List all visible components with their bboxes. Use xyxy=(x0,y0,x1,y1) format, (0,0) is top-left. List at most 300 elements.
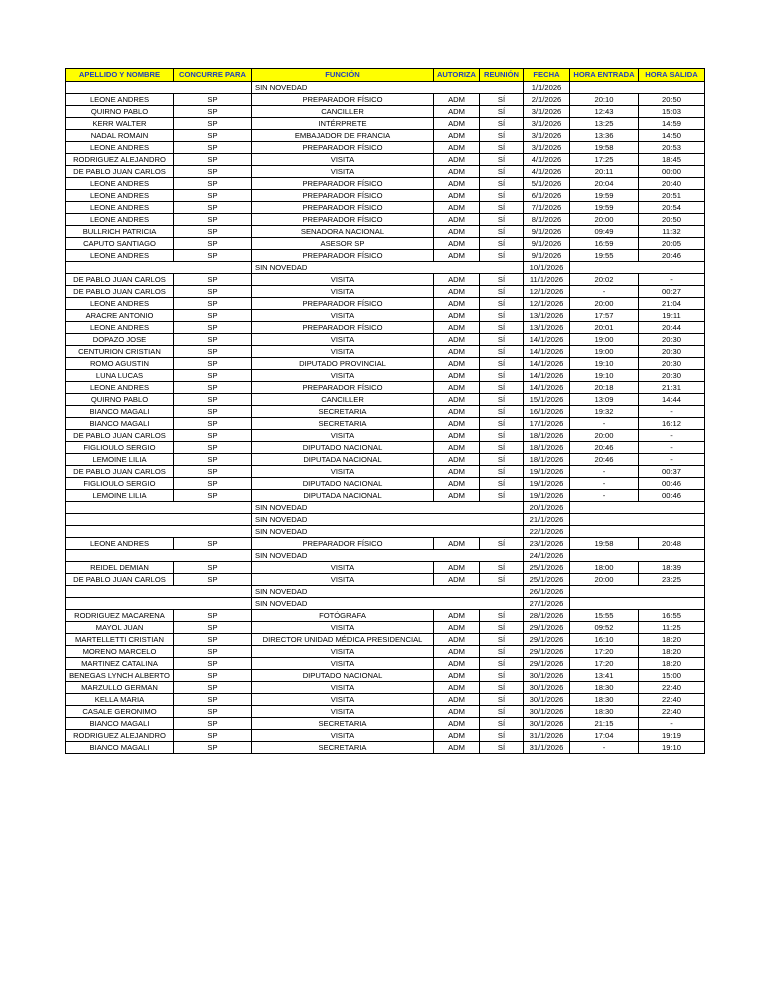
hora-entrada-cell: - xyxy=(570,466,639,478)
funcion-cell: VISITA xyxy=(252,286,434,298)
fecha-cell: 14/1/2026 xyxy=(524,358,570,370)
hora-entrada-cell: 20:02 xyxy=(570,274,639,286)
concurre-para-cell: SP xyxy=(174,358,252,370)
apellido-nombre-cell: DE PABLO JUAN CARLOS xyxy=(66,166,174,178)
concurre-para-cell: SP xyxy=(174,430,252,442)
sin-novedad-label: SIN NOVEDAD xyxy=(252,502,524,514)
autoriza-cell: ADM xyxy=(434,346,480,358)
autoriza-cell: ADM xyxy=(434,682,480,694)
hora-entrada-cell: 17:04 xyxy=(570,730,639,742)
fecha-cell: 29/1/2026 xyxy=(524,658,570,670)
reunion-cell: SÍ xyxy=(480,322,524,334)
concurre-para-cell: SP xyxy=(174,478,252,490)
table-row xyxy=(66,718,705,730)
funcion-cell: DIRECTOR UNIDAD MÉDICA PRESIDENCIAL xyxy=(252,634,434,646)
fecha-cell: 18/1/2026 xyxy=(524,454,570,466)
sin-novedad-row xyxy=(66,586,705,598)
fecha-cell: 9/1/2026 xyxy=(524,250,570,262)
fecha-cell: 30/1/2026 xyxy=(524,706,570,718)
header-funcion: FUNCIÓN xyxy=(252,69,434,82)
empty-cell xyxy=(570,526,705,538)
hora-entrada-cell: 20:00 xyxy=(570,430,639,442)
funcion-cell: ASESOR SP xyxy=(252,238,434,250)
concurre-para-cell: SP xyxy=(174,286,252,298)
table-row xyxy=(66,682,705,694)
table-row xyxy=(66,694,705,706)
funcion-cell: VISITA xyxy=(252,334,434,346)
hora-salida-cell: 20:50 xyxy=(639,94,705,106)
fecha-cell: 31/1/2026 xyxy=(524,730,570,742)
table-row xyxy=(66,574,705,586)
autoriza-cell: ADM xyxy=(434,562,480,574)
fecha-cell: 13/1/2026 xyxy=(524,310,570,322)
hora-salida-cell: - xyxy=(639,430,705,442)
fecha-cell: 19/1/2026 xyxy=(524,466,570,478)
concurre-para-cell: SP xyxy=(174,538,252,550)
sin-novedad-label: SIN NOVEDAD xyxy=(252,586,524,598)
autoriza-cell: ADM xyxy=(434,250,480,262)
table-row xyxy=(66,202,705,214)
hora-salida-cell: 18:20 xyxy=(639,646,705,658)
fecha-cell: 29/1/2026 xyxy=(524,634,570,646)
hora-entrada-cell: 19:59 xyxy=(570,202,639,214)
table-row xyxy=(66,742,705,754)
fecha-cell: 25/1/2026 xyxy=(524,562,570,574)
fecha-cell: 12/1/2026 xyxy=(524,286,570,298)
funcion-cell: PREPARADOR FÍSICO xyxy=(252,190,434,202)
header-hora-entrada: HORA ENTRADA xyxy=(570,69,639,82)
autoriza-cell: ADM xyxy=(434,718,480,730)
concurre-para-cell: SP xyxy=(174,454,252,466)
hora-entrada-cell: 20:10 xyxy=(570,94,639,106)
hora-salida-cell: 20:30 xyxy=(639,358,705,370)
concurre-para-cell: SP xyxy=(174,154,252,166)
autoriza-cell: ADM xyxy=(434,334,480,346)
apellido-nombre-cell: LUNA LUCAS xyxy=(66,370,174,382)
autoriza-cell: ADM xyxy=(434,442,480,454)
fecha-cell: 28/1/2026 xyxy=(524,610,570,622)
fecha-cell: 30/1/2026 xyxy=(524,670,570,682)
autoriza-cell: ADM xyxy=(434,322,480,334)
sin-novedad-row xyxy=(66,502,705,514)
apellido-nombre-cell: DE PABLO JUAN CARLOS xyxy=(66,430,174,442)
hora-salida-cell: 20:50 xyxy=(639,214,705,226)
hora-entrada-cell: 12:43 xyxy=(570,106,639,118)
reunion-cell: SÍ xyxy=(480,538,524,550)
funcion-cell: VISITA xyxy=(252,154,434,166)
fecha-cell: 21/1/2026 xyxy=(524,514,570,526)
hora-salida-cell: 00:46 xyxy=(639,490,705,502)
fecha-cell: 31/1/2026 xyxy=(524,742,570,754)
hora-entrada-cell: 18:30 xyxy=(570,694,639,706)
fecha-cell: 14/1/2026 xyxy=(524,334,570,346)
table-row xyxy=(66,634,705,646)
empty-cell xyxy=(66,502,252,514)
reunion-cell: SÍ xyxy=(480,346,524,358)
funcion-cell: VISITA xyxy=(252,370,434,382)
concurre-para-cell: SP xyxy=(174,574,252,586)
table-row xyxy=(66,298,705,310)
hora-salida-cell: 20:51 xyxy=(639,190,705,202)
sin-novedad-label: SIN NOVEDAD xyxy=(252,598,524,610)
hora-entrada-cell: 18:30 xyxy=(570,682,639,694)
apellido-nombre-cell: DE PABLO JUAN CARLOS xyxy=(66,274,174,286)
concurre-para-cell: SP xyxy=(174,226,252,238)
apellido-nombre-cell: LEMOINE LILIA xyxy=(66,490,174,502)
autoriza-cell: ADM xyxy=(434,370,480,382)
fecha-cell: 29/1/2026 xyxy=(524,622,570,634)
autoriza-cell: ADM xyxy=(434,454,480,466)
table-row xyxy=(66,382,705,394)
hora-salida-cell: 20:40 xyxy=(639,178,705,190)
table-row xyxy=(66,142,705,154)
hora-entrada-cell: 19:00 xyxy=(570,334,639,346)
fecha-cell: 29/1/2026 xyxy=(524,646,570,658)
hora-entrada-cell: 19:58 xyxy=(570,142,639,154)
hora-entrada-cell: - xyxy=(570,286,639,298)
funcion-cell: SECRETARIA xyxy=(252,418,434,430)
reunion-cell: SÍ xyxy=(480,418,524,430)
table-row xyxy=(66,274,705,286)
fecha-cell: 18/1/2026 xyxy=(524,430,570,442)
reunion-cell: SÍ xyxy=(480,334,524,346)
autoriza-cell: ADM xyxy=(434,742,480,754)
autoriza-cell: ADM xyxy=(434,706,480,718)
funcion-cell: DIPUTADA NACIONAL xyxy=(252,490,434,502)
reunion-cell: SÍ xyxy=(480,250,524,262)
hora-salida-cell: 18:39 xyxy=(639,562,705,574)
autoriza-cell: ADM xyxy=(434,298,480,310)
hora-salida-cell: 20:48 xyxy=(639,538,705,550)
autoriza-cell: ADM xyxy=(434,418,480,430)
fecha-cell: 6/1/2026 xyxy=(524,190,570,202)
apellido-nombre-cell: BIANCO MAGALI xyxy=(66,742,174,754)
table-row xyxy=(66,478,705,490)
autoriza-cell: ADM xyxy=(434,214,480,226)
empty-cell xyxy=(570,514,705,526)
funcion-cell: VISITA xyxy=(252,346,434,358)
hora-salida-cell: 19:11 xyxy=(639,310,705,322)
hora-salida-cell: 21:04 xyxy=(639,298,705,310)
hora-entrada-cell: - xyxy=(570,478,639,490)
reunion-cell: SÍ xyxy=(480,274,524,286)
empty-cell xyxy=(66,526,252,538)
funcion-cell: VISITA xyxy=(252,310,434,322)
apellido-nombre-cell: LEONE ANDRES xyxy=(66,142,174,154)
concurre-para-cell: SP xyxy=(174,394,252,406)
hora-salida-cell: - xyxy=(639,718,705,730)
hora-salida-cell: 16:55 xyxy=(639,610,705,622)
fecha-cell: 22/1/2026 xyxy=(524,526,570,538)
autoriza-cell: ADM xyxy=(434,202,480,214)
autoriza-cell: ADM xyxy=(434,142,480,154)
table-row xyxy=(66,190,705,202)
hora-entrada-cell: 20:11 xyxy=(570,166,639,178)
table-row xyxy=(66,370,705,382)
fecha-cell: 4/1/2026 xyxy=(524,154,570,166)
hora-entrada-cell: 18:00 xyxy=(570,562,639,574)
autoriza-cell: ADM xyxy=(434,94,480,106)
autoriza-cell: ADM xyxy=(434,382,480,394)
table-row xyxy=(66,130,705,142)
concurre-para-cell: SP xyxy=(174,238,252,250)
autoriza-cell: ADM xyxy=(434,130,480,142)
reunion-cell: SÍ xyxy=(480,226,524,238)
reunion-cell: SÍ xyxy=(480,718,524,730)
concurre-para-cell: SP xyxy=(174,490,252,502)
funcion-cell: PREPARADOR FÍSICO xyxy=(252,250,434,262)
apellido-nombre-cell: DE PABLO JUAN CARLOS xyxy=(66,574,174,586)
apellido-nombre-cell: DE PABLO JUAN CARLOS xyxy=(66,466,174,478)
apellido-nombre-cell: LEONE ANDRES xyxy=(66,322,174,334)
concurre-para-cell: SP xyxy=(174,370,252,382)
hora-salida-cell: 20:30 xyxy=(639,346,705,358)
reunion-cell: SÍ xyxy=(480,106,524,118)
reunion-cell: SÍ xyxy=(480,442,524,454)
funcion-cell: PREPARADOR FÍSICO xyxy=(252,178,434,190)
autoriza-cell: ADM xyxy=(434,166,480,178)
fecha-cell: 24/1/2026 xyxy=(524,550,570,562)
table-row xyxy=(66,106,705,118)
fecha-cell: 9/1/2026 xyxy=(524,226,570,238)
funcion-cell: CANCILLER xyxy=(252,394,434,406)
empty-cell xyxy=(570,550,705,562)
hora-salida-cell: 14:59 xyxy=(639,118,705,130)
hora-salida-cell: - xyxy=(639,274,705,286)
concurre-para-cell: SP xyxy=(174,442,252,454)
empty-cell xyxy=(66,586,252,598)
reunion-cell: SÍ xyxy=(480,706,524,718)
reunion-cell: SÍ xyxy=(480,562,524,574)
empty-cell xyxy=(66,514,252,526)
concurre-para-cell: SP xyxy=(174,670,252,682)
hora-salida-cell: 20:30 xyxy=(639,334,705,346)
concurre-para-cell: SP xyxy=(174,610,252,622)
sin-novedad-label: SIN NOVEDAD xyxy=(252,82,524,94)
funcion-cell: PREPARADOR FÍSICO xyxy=(252,214,434,226)
fecha-cell: 26/1/2026 xyxy=(524,586,570,598)
empty-cell xyxy=(66,598,252,610)
sin-novedad-label: SIN NOVEDAD xyxy=(252,526,524,538)
apellido-nombre-cell: MARTELLETTI CRISTIAN xyxy=(66,634,174,646)
apellido-nombre-cell: RODRIGUEZ MACARENA xyxy=(66,610,174,622)
funcion-cell: CANCILLER xyxy=(252,106,434,118)
concurre-para-cell: SP xyxy=(174,178,252,190)
autoriza-cell: ADM xyxy=(434,538,480,550)
empty-cell xyxy=(570,262,705,274)
concurre-para-cell: SP xyxy=(174,322,252,334)
hora-salida-cell: 15:00 xyxy=(639,670,705,682)
hora-entrada-cell: 17:20 xyxy=(570,646,639,658)
hora-salida-cell: 22:40 xyxy=(639,706,705,718)
hora-entrada-cell: 19:32 xyxy=(570,406,639,418)
apellido-nombre-cell: FIGLIOULO SERGIO xyxy=(66,442,174,454)
table-row xyxy=(66,154,705,166)
table-row xyxy=(66,310,705,322)
reunion-cell: SÍ xyxy=(480,670,524,682)
table-row xyxy=(66,658,705,670)
fecha-cell: 15/1/2026 xyxy=(524,394,570,406)
fecha-cell: 3/1/2026 xyxy=(524,106,570,118)
apellido-nombre-cell: BULLRICH PATRICIA xyxy=(66,226,174,238)
concurre-para-cell: SP xyxy=(174,406,252,418)
apellido-nombre-cell: LEONE ANDRES xyxy=(66,178,174,190)
fecha-cell: 30/1/2026 xyxy=(524,718,570,730)
sin-novedad-label: SIN NOVEDAD xyxy=(252,550,524,562)
hora-entrada-cell: 16:59 xyxy=(570,238,639,250)
reunion-cell: SÍ xyxy=(480,742,524,754)
table-row xyxy=(66,610,705,622)
concurre-para-cell: SP xyxy=(174,658,252,670)
apellido-nombre-cell: QUIRNO PABLO xyxy=(66,106,174,118)
empty-cell xyxy=(66,82,252,94)
reunion-cell: SÍ xyxy=(480,154,524,166)
table-row xyxy=(66,250,705,262)
concurre-para-cell: SP xyxy=(174,418,252,430)
table-row xyxy=(66,430,705,442)
autoriza-cell: ADM xyxy=(434,118,480,130)
autoriza-cell: ADM xyxy=(434,310,480,322)
table-row xyxy=(66,214,705,226)
fecha-cell: 19/1/2026 xyxy=(524,490,570,502)
concurre-para-cell: SP xyxy=(174,346,252,358)
concurre-para-cell: SP xyxy=(174,694,252,706)
hora-salida-cell: 21:31 xyxy=(639,382,705,394)
concurre-para-cell: SP xyxy=(174,742,252,754)
concurre-para-cell: SP xyxy=(174,334,252,346)
hora-entrada-cell: 17:57 xyxy=(570,310,639,322)
concurre-para-cell: SP xyxy=(174,730,252,742)
hora-salida-cell: 18:20 xyxy=(639,658,705,670)
hora-salida-cell: 11:32 xyxy=(639,226,705,238)
empty-cell xyxy=(66,262,252,274)
funcion-cell: PREPARADOR FÍSICO xyxy=(252,94,434,106)
hora-salida-cell: 00:37 xyxy=(639,466,705,478)
hora-entrada-cell: 15:55 xyxy=(570,610,639,622)
sin-novedad-label: SIN NOVEDAD xyxy=(252,514,524,526)
hora-salida-cell: 19:19 xyxy=(639,730,705,742)
autoriza-cell: ADM xyxy=(434,430,480,442)
apellido-nombre-cell: BIANCO MAGALI xyxy=(66,406,174,418)
hora-entrada-cell: 20:00 xyxy=(570,214,639,226)
concurre-para-cell: SP xyxy=(174,622,252,634)
table-row xyxy=(66,238,705,250)
concurre-para-cell: SP xyxy=(174,298,252,310)
hora-entrada-cell: 20:00 xyxy=(570,298,639,310)
header-reunion: REUNIÓN xyxy=(480,69,524,82)
hora-entrada-cell: 19:10 xyxy=(570,370,639,382)
fecha-cell: 3/1/2026 xyxy=(524,118,570,130)
hora-entrada-cell: 19:58 xyxy=(570,538,639,550)
table-row xyxy=(66,166,705,178)
hora-entrada-cell: - xyxy=(570,490,639,502)
hora-salida-cell: 16:12 xyxy=(639,418,705,430)
funcion-cell: DIPUTADO PROVINCIAL xyxy=(252,358,434,370)
header-row xyxy=(66,69,705,82)
hora-salida-cell: - xyxy=(639,442,705,454)
funcion-cell: VISITA xyxy=(252,682,434,694)
fecha-cell: 18/1/2026 xyxy=(524,442,570,454)
table-row xyxy=(66,286,705,298)
hora-salida-cell: - xyxy=(639,406,705,418)
apellido-nombre-cell: MORENO MARCELO xyxy=(66,646,174,658)
autoriza-cell: ADM xyxy=(434,646,480,658)
apellido-nombre-cell: QUIRNO PABLO xyxy=(66,394,174,406)
apellido-nombre-cell: DOPAZO JOSE xyxy=(66,334,174,346)
apellido-nombre-cell: ARACRE ANTONIO xyxy=(66,310,174,322)
funcion-cell: SECRETARIA xyxy=(252,718,434,730)
hora-entrada-cell: 09:49 xyxy=(570,226,639,238)
table-row xyxy=(66,322,705,334)
apellido-nombre-cell: CENTURION CRISTIAN xyxy=(66,346,174,358)
sin-novedad-label: SIN NOVEDAD xyxy=(252,262,524,274)
hora-salida-cell: 22:40 xyxy=(639,694,705,706)
reunion-cell: SÍ xyxy=(480,202,524,214)
sin-novedad-row xyxy=(66,550,705,562)
fecha-cell: 14/1/2026 xyxy=(524,346,570,358)
concurre-para-cell: SP xyxy=(174,106,252,118)
funcion-cell: FOTÓGRAFA xyxy=(252,610,434,622)
funcion-cell: SECRETARIA xyxy=(252,742,434,754)
reunion-cell: SÍ xyxy=(480,370,524,382)
fecha-cell: 16/1/2026 xyxy=(524,406,570,418)
funcion-cell: PREPARADOR FÍSICO xyxy=(252,538,434,550)
funcion-cell: DIPUTADA NACIONAL xyxy=(252,454,434,466)
reunion-cell: SÍ xyxy=(480,166,524,178)
reunion-cell: SÍ xyxy=(480,298,524,310)
hora-salida-cell: - xyxy=(639,454,705,466)
funcion-cell: SENADORA NACIONAL xyxy=(252,226,434,238)
funcion-cell: SECRETARIA xyxy=(252,406,434,418)
funcion-cell: EMBAJADOR DE FRANCIA xyxy=(252,130,434,142)
reunion-cell: SÍ xyxy=(480,94,524,106)
apellido-nombre-cell: CAPUTO SANTIAGO xyxy=(66,238,174,250)
table-row xyxy=(66,418,705,430)
funcion-cell: VISITA xyxy=(252,622,434,634)
reunion-cell: SÍ xyxy=(480,286,524,298)
table-row xyxy=(66,466,705,478)
table-row xyxy=(66,562,705,574)
autoriza-cell: ADM xyxy=(434,286,480,298)
table-row xyxy=(66,94,705,106)
reunion-cell: SÍ xyxy=(480,394,524,406)
reunion-cell: SÍ xyxy=(480,382,524,394)
concurre-para-cell: SP xyxy=(174,250,252,262)
hora-entrada-cell: 19:00 xyxy=(570,346,639,358)
hora-entrada-cell: 17:20 xyxy=(570,658,639,670)
fecha-cell: 5/1/2026 xyxy=(524,178,570,190)
fecha-cell: 2/1/2026 xyxy=(524,94,570,106)
table-row xyxy=(66,706,705,718)
hora-entrada-cell: 16:10 xyxy=(570,634,639,646)
table-row xyxy=(66,394,705,406)
hora-entrada-cell: 19:59 xyxy=(570,190,639,202)
hora-salida-cell: 00:27 xyxy=(639,286,705,298)
fecha-cell: 3/1/2026 xyxy=(524,142,570,154)
fecha-cell: 8/1/2026 xyxy=(524,214,570,226)
concurre-para-cell: SP xyxy=(174,646,252,658)
autoriza-cell: ADM xyxy=(434,478,480,490)
concurre-para-cell: SP xyxy=(174,682,252,694)
autoriza-cell: ADM xyxy=(434,694,480,706)
funcion-cell: PREPARADOR FÍSICO xyxy=(252,382,434,394)
hora-entrada-cell: 20:46 xyxy=(570,454,639,466)
table-row xyxy=(66,406,705,418)
autoriza-cell: ADM xyxy=(434,154,480,166)
hora-entrada-cell: 13:09 xyxy=(570,394,639,406)
hora-salida-cell: 14:50 xyxy=(639,130,705,142)
funcion-cell: VISITA xyxy=(252,166,434,178)
